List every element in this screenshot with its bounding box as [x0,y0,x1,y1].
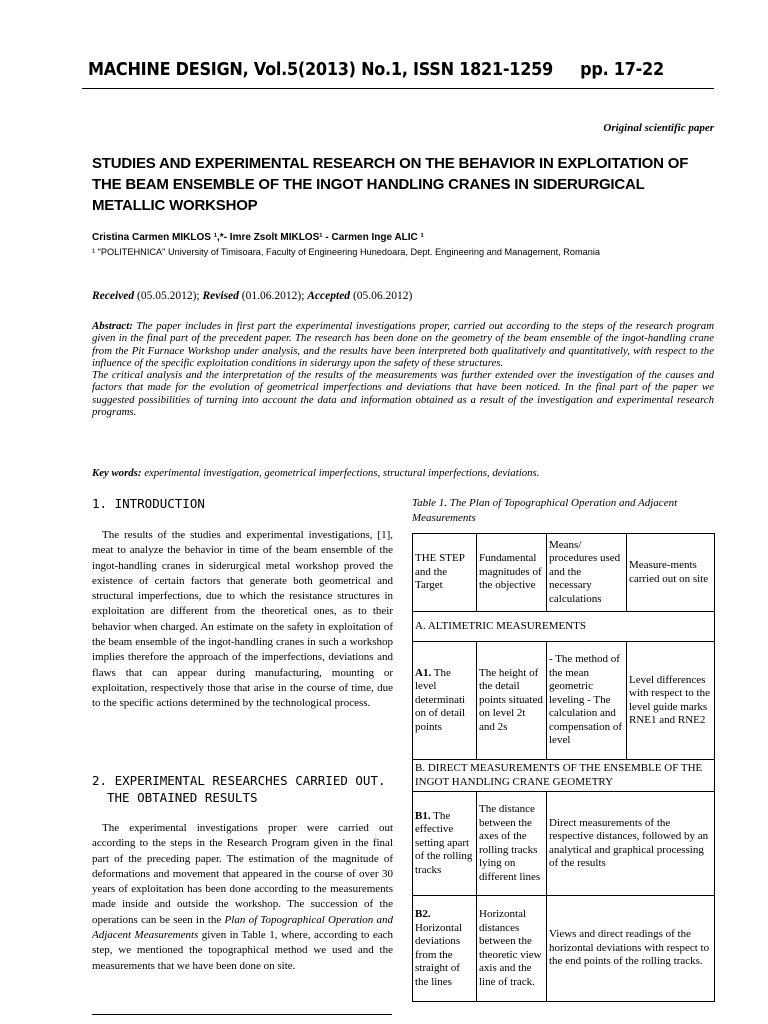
keywords-text: experimental investigation, geometrical imperfections, structural imperfections, deviations. [144,467,540,479]
table-row [413,642,715,760]
table-caption: Table 1. The Plan of Topographical Operation and Adjacent Measurements [412,497,678,524]
plan-table [412,533,715,1002]
accepted-date: (05.06.2012) [352,290,413,302]
step-code: A1. [415,666,432,679]
journal-header [88,60,664,80]
affiliation: ¹ "POLITEHNICA" University of Timisoara, Faculty of Engineering Hunedoara, Dept. Engineering and Management, Romania [92,247,600,257]
means-cell: Direct measurements of the respective distances, followed by an analytical and graphical processing of the results [547,792,715,896]
header-cell: THE STEP and the Target [413,534,477,612]
step-text: Horizontal deviations from the straight of the lines [415,921,463,988]
journal-citation: MACHINE DESIGN, Vol.5(2013) No.1, ISSN 1821-1259 [88,60,553,80]
paper-type: Original scientific paper [603,122,714,134]
header-cell: Fundamental magnitudes of the objective [477,534,547,612]
section-2-heading: 2. EXPERIMENTAL RESEARCHES CARRIED OUT. THE OBTAINED RESULTS [92,773,386,805]
revised-date: (01.06.2012); [241,290,305,302]
section-2-text [92,821,393,974]
section-1-heading: 1. INTRODUCTION [92,496,205,511]
authors: Cristina Carmen MIKLOS ¹,*- Imre Zsolt MIKLOS¹ - Carmen Inge ALIC ¹ [92,232,424,243]
keywords-label: Key words: [92,467,142,479]
section-2-italic: Plan of Topographical Operation and Adjacent Measurements [92,913,393,942]
measurements-cell: Level differences with respect to the level guide marks RNE1 and RNE2 [627,642,715,760]
step-cell [413,642,477,760]
received-date: (05.05.2012); [137,290,200,302]
table-row [413,792,715,896]
section-1-text: The results of the studies and experimental investigations, [1], meat to analyze the behavior in time of the beam ensemble of the ingot-handling cranes in siderurgical metal workshop proved the existence of certain factors that generate both geometrical and structural imperfections, due to which the resistance structures in exploitation are different from the theoretical ones, as to their behavior when charged. An estimate on the safety in exploitation of the beam ensemble of the ingot-handling cranes in such a workshop implies therefore the approach of the imperfections, deviations and flaws that can appear during manufacturing, mounting or exploitation, respectively those that arise in the course of time, due to the specific actions determined by the technological process. [92,529,393,710]
keywords [92,467,714,479]
magnitude-cell: The distance between the axes of the rolling tracks lying on different lines [477,792,547,896]
header-cell: Measure-ments carried out on site [627,534,715,612]
magnitude-cell: The height of the detail points situated on level 2t and 2s [477,642,547,760]
step-cell [413,896,477,1002]
page-range: pp. 17-22 [580,60,664,80]
section-2-text-a: The experimental investigations proper were carried out according to the steps in the Research Program given in the final part of the preceding paper. The estimation of the magnitude of deformations and movement that appeared in the course of over 30 years of exploitation has been done according to the measurements made inside and outside the workshop. The succession of the operations can be seen in the [92,822,393,926]
table-header-row [413,534,715,612]
means-cell: - The method of the mean geometric leveling - The calculation and compensation of level [547,642,627,760]
section-a-row [413,612,715,642]
step-text: The level determinati on of detail points [415,666,466,733]
table-row [413,896,715,1002]
accepted-label: Accepted [307,290,351,302]
abstract-p1: The paper includes in first part the experimental investigations proper, carried out according to the steps of the research program given in the final part of the precedent paper. The research has been done on the geometry of the beam ensemble of the ingot-handling crane from the Pit Furnace Workshop under analysis, and the results have been interpreted both qualitatively and quantitatively, with respect to the influence of the specific exploitation conditions in siderurgy upon the safety of these structures. [92,320,715,369]
dates-line [92,290,412,302]
step-code: B2. [415,908,431,920]
section-2-text-b: given in Table 1, where, according to each step, we mentioned the topographical method we used and the measurements that we have been done on site. [92,929,394,972]
header-cell: Means/ procedures used and the necessary calculations [547,534,627,612]
step-code: B1. [415,809,431,822]
header-rule [82,88,714,89]
paper-title: STUDIES AND EXPERIMENTAL RESEARCH ON THE BEHAVIOR IN EXPLOITATION OF THE BEAM ENSEMBLE OF THE INGOT HANDLING CRANES IN SIDERURGICAL METALLIC WORKSHOP [92,155,689,214]
received-label: Received [92,290,135,302]
step-cell [413,792,477,896]
footnote-rule [92,1014,392,1015]
revised-label: Revised [202,290,239,302]
section-b-label: B. DIRECT MEASUREMENTS OF THE ENSEMBLE OF THE INGOT HANDLING CRANE GEOMETRY [413,760,715,792]
step-text: The effective setting apart of the rolling tracks [415,809,473,876]
abstract-p2: The critical analysis and the interpretation of the results of the measurements was further extended over the investigation of the causes and factors that made for the evolution of geometrical imperfections and deviations that have been noticed. In the final part of the paper we suggested possibilities of turning into account the data and information obtained as a result of the investigation and experimental research programs. [92,369,714,419]
magnitude-cell: Horizontal distances between the theoretic view axis and the line of track. [477,896,547,1002]
abstract [92,320,714,418]
means-cell: Views and direct readings of the horizontal deviations with respect to the end points of the rolling tracks. [547,896,715,1002]
section-a-label: A. ALTIMETRIC MEASUREMENTS [413,612,715,642]
section-b-row [413,760,715,792]
abstract-label: Abstract: [92,320,133,332]
